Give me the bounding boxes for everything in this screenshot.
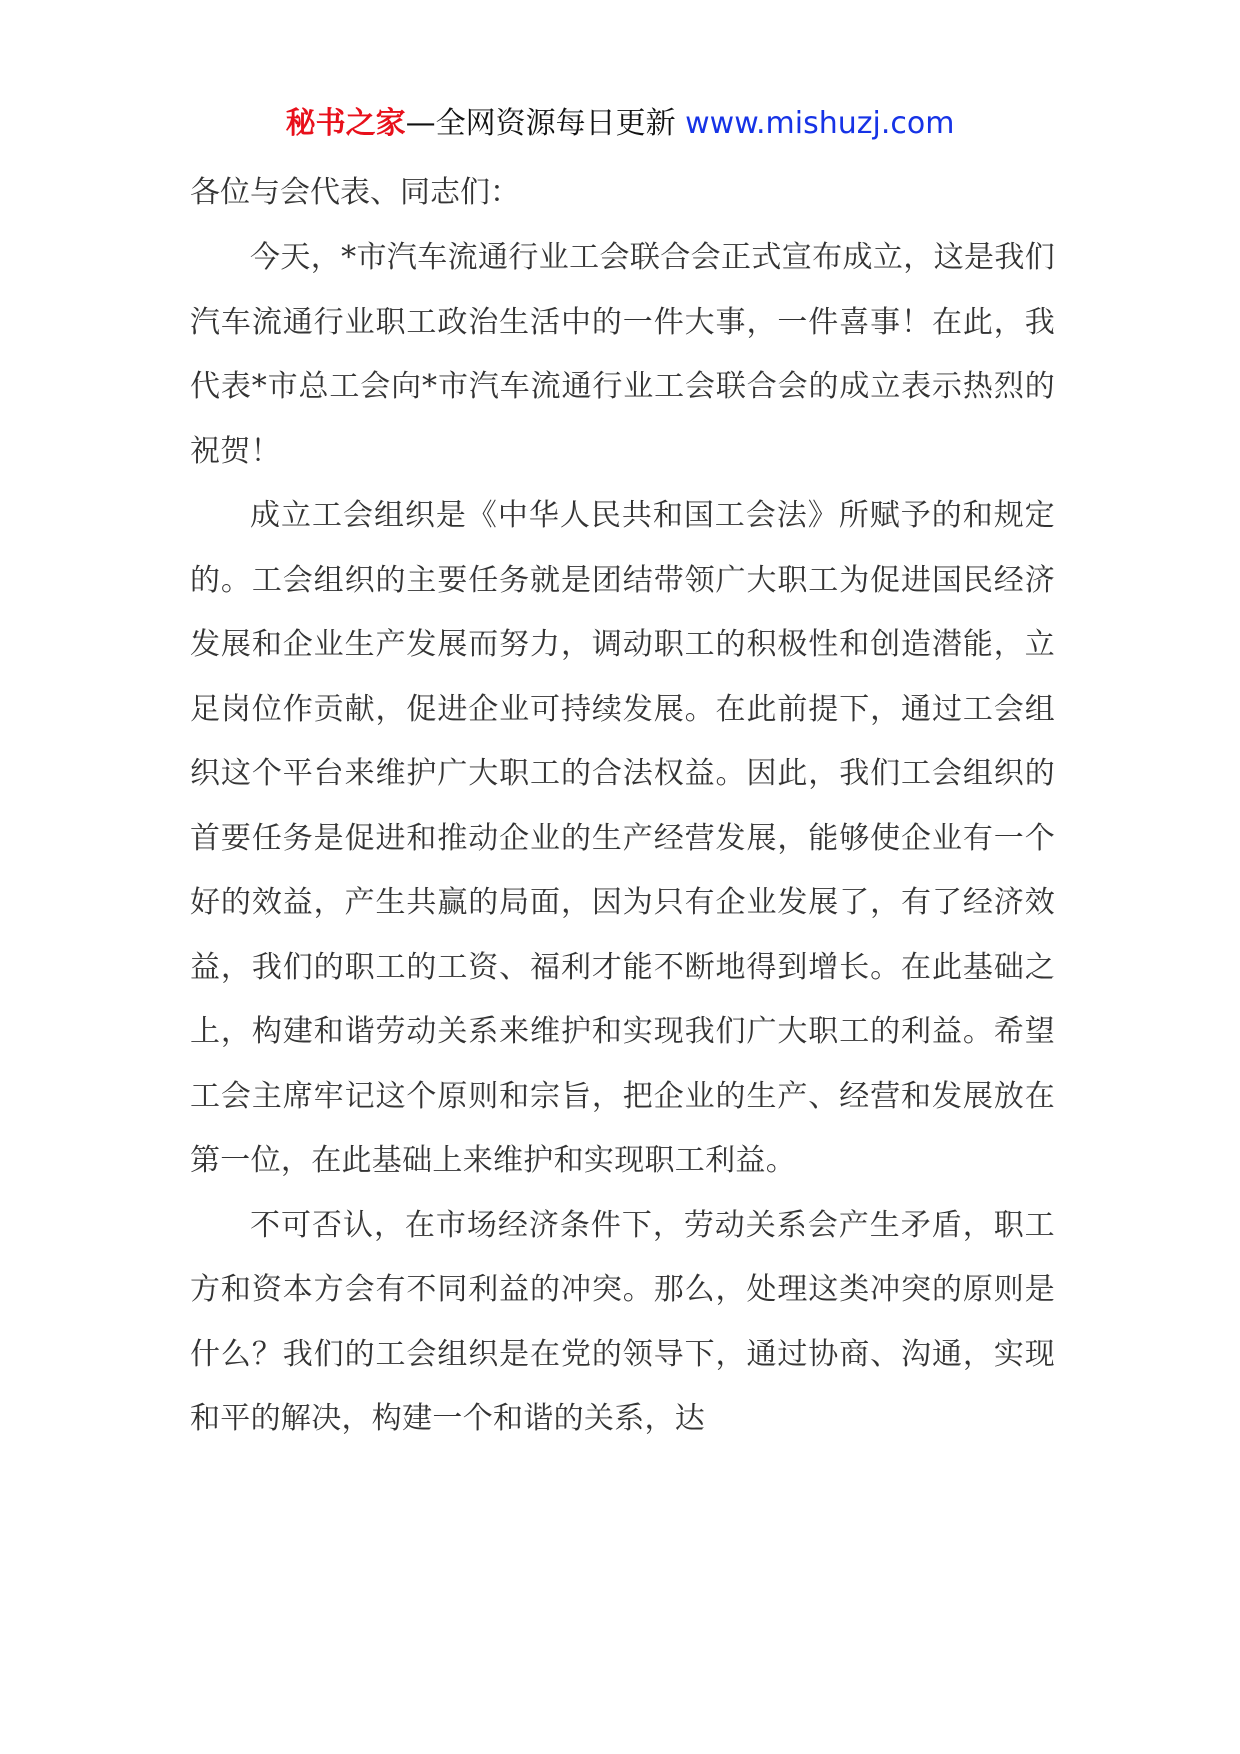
paragraph-2: 成立工会组织是《中华人民共和国工会法》所赋予的和规定的。工会组织的主要任务就是团结带领广大职工为促进国民经济发展和企业生产发展而努力，调动职工的积极性和创造潜能，立足岗位作贡献，促进企业可持续发展。在此前提下，通过工会组织这个平台来维护广大职工的合法权益。因此，我们工会组织的首要任务是促进和推动企业的生产经营发展，能够使企业有一个好的效益，产生共赢的局面，因为只有企业发展了，有了经济效益，我们的职工的工资、福利才能不断地得到增长。在此基础之上，构建和谐劳动关系来维护和实现我们广大职工的利益。希望工会主席牢记这个原则和宗旨，把企业的生产、经营和发展放在第一位，在此基础上来维护和实现职工利益。 — [190, 498, 1055, 1178]
paragraph-3: 不可否认，在市场经济条件下，劳动关系会产生矛盾，职工方和资本方会有不同利益的冲突。那么，处理这类冲突的原则是什么？我们的工会组织是在党的领导下，通过协商、沟通，实现和平的解决，构建一个和谐的关系，达 — [190, 1207, 1055, 1436]
site-url[interactable]: www.mishuzj.com — [685, 106, 955, 141]
document-body — [190, 160, 1055, 1452]
site-brand: 秘书之家 — [285, 106, 406, 141]
paragraph-1: 今天，*市汽车流通行业工会联合会正式宣布成立，这是我们汽车流通行业职工政治生活中的一件大事，一件喜事！在此，我代表*市总工会向*市汽车流通行业工会联合会的成立表示热烈的祝贺！ — [190, 240, 1055, 469]
site-tagline: —全网资源每日更新 — [405, 106, 686, 141]
salutation: 各位与会代表、同志们： — [190, 175, 520, 210]
site-header — [0, 100, 1240, 148]
